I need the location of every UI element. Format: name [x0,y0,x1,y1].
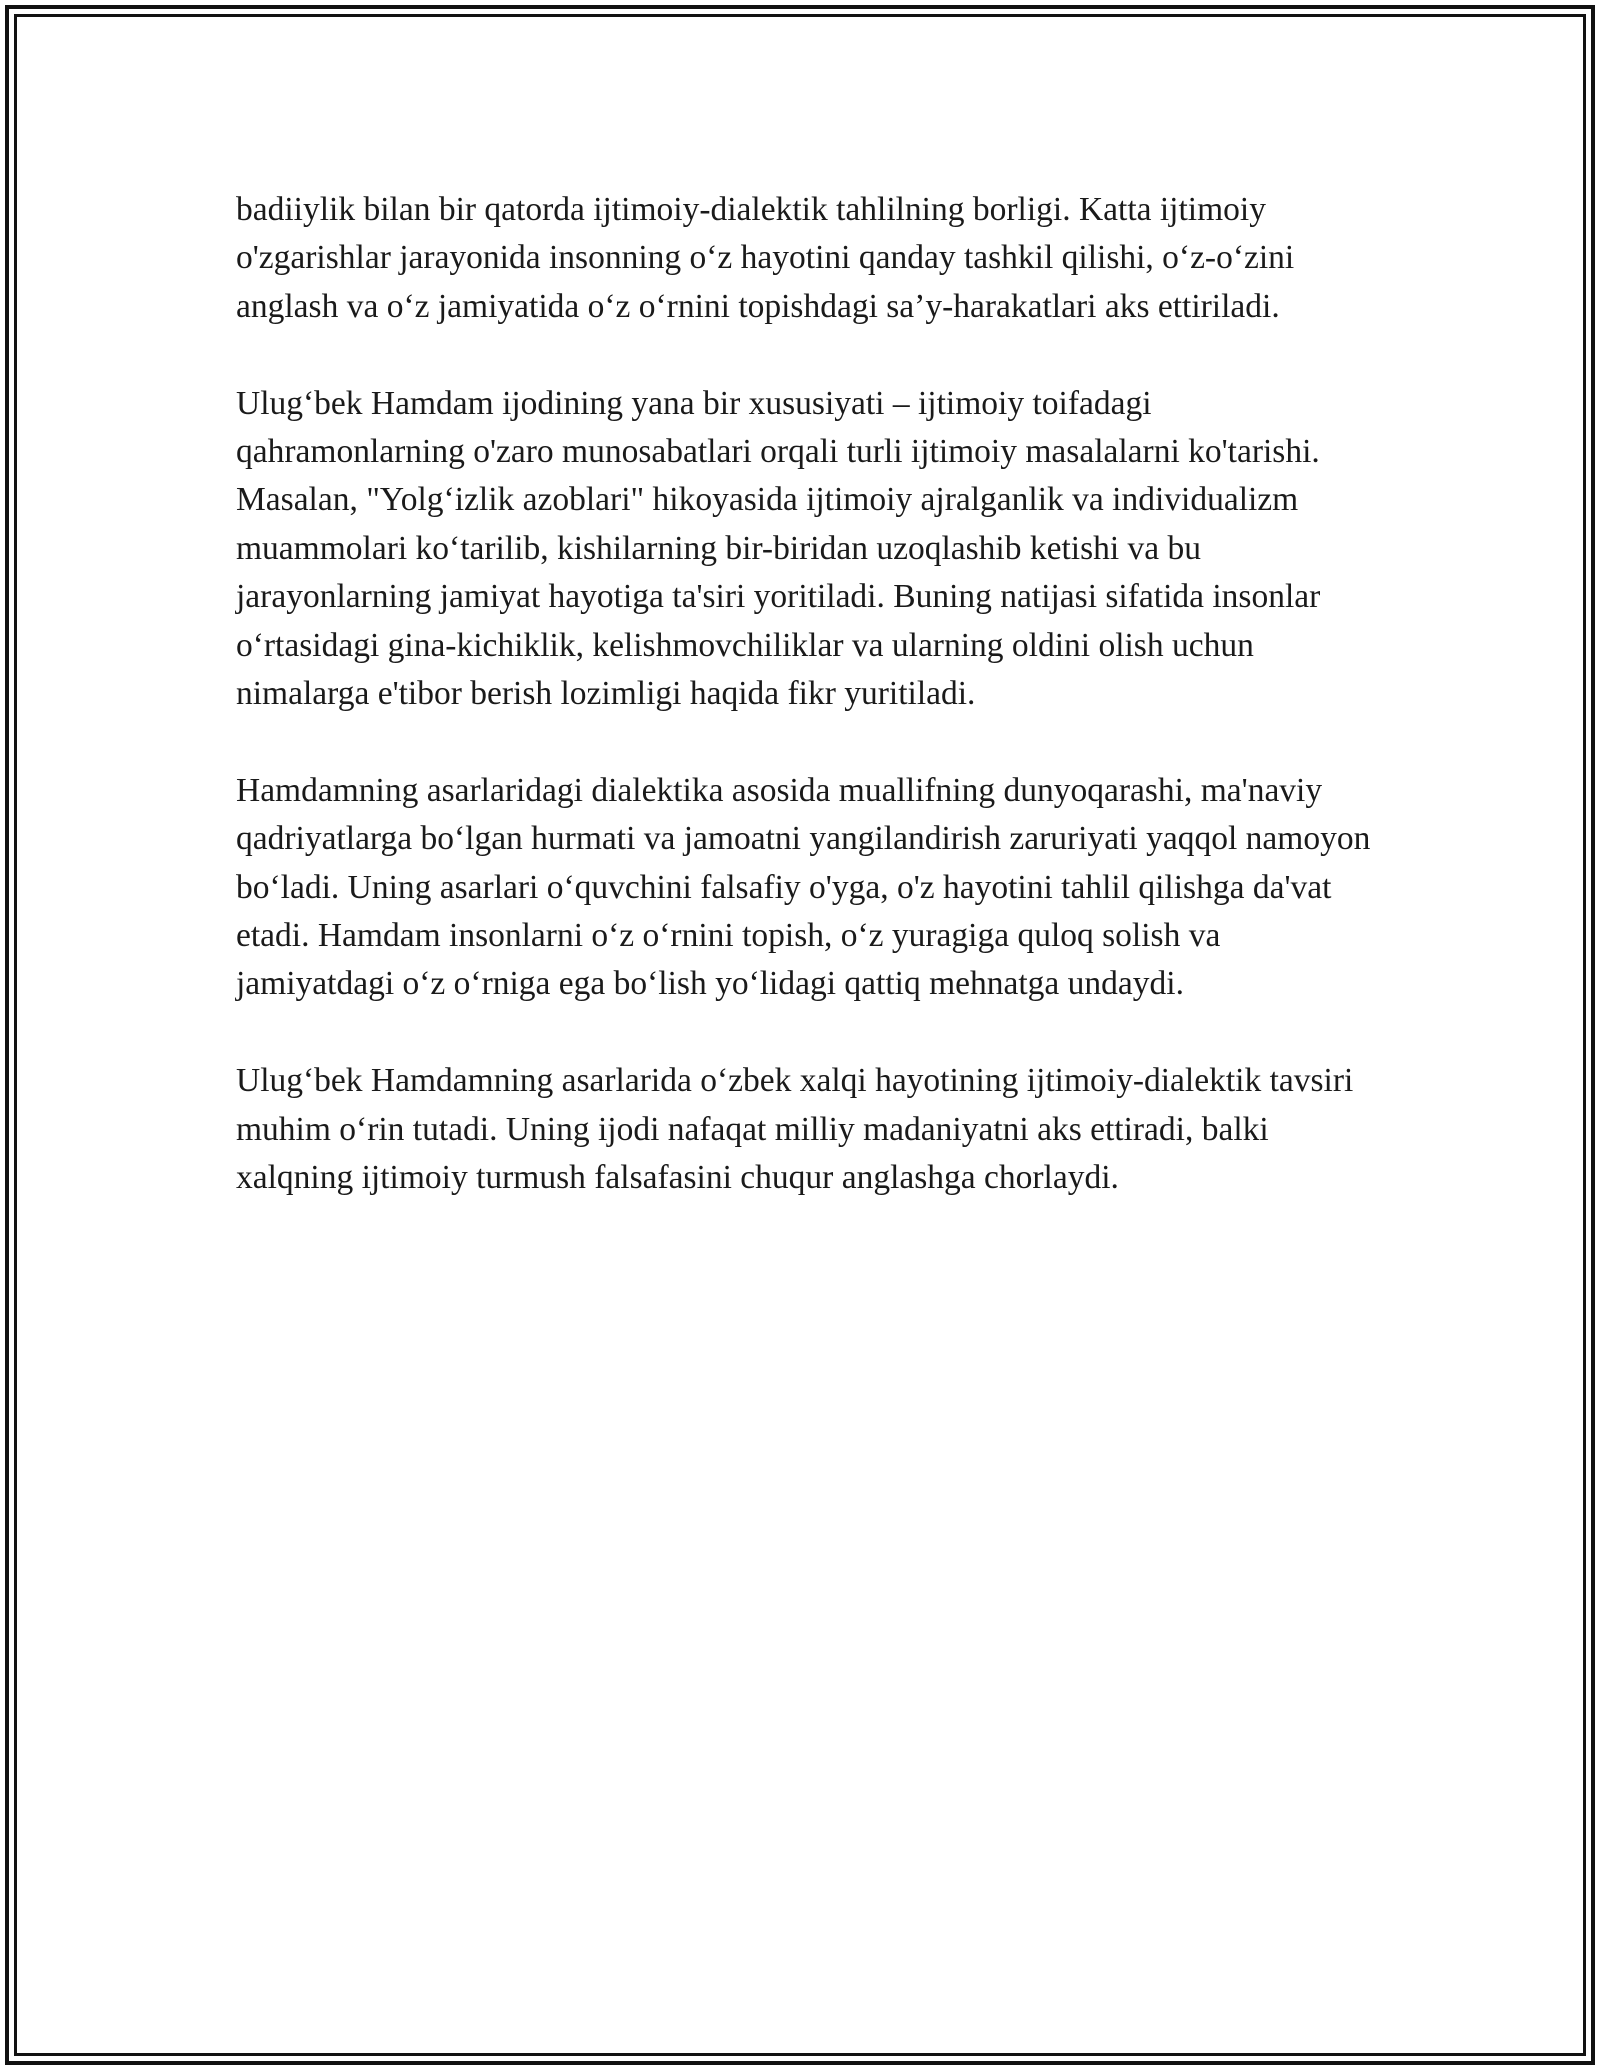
paragraph-3: Hamdamning asarlaridagi dialektika asosida muallifning dunyoqarashi, ma'naviy qadriyatlarga bo‘lgan hurmati va jamoatni yangilandirish zaruriyati yaqqol namoyon bo‘ladi. Uning asarlari o‘quvchini falsafiy o'yga, o'z hayotini tahlil qilishga da'vat etadi. Hamdam insonlarni o‘z o‘rnini topish, o‘z yuragiga quloq solish va jamiyatdagi o‘z o‘rniga ega bo‘lish yo‘lidagi qattiq mehnatga undaydi. [236,771,1371,1003]
paragraph-4: Ulug‘bek Hamdamning asarlarida o‘zbek xalqi hayotining ijtimoiy-dialektik tavsiri muhim o‘rin tutadi. Uning ijodi nafaqat milliy madaniyatni aks ettiradi, balki xalqning ijtimoiy turmush falsafasini chuqur anglashga chorlaydi. [236,1062,1354,1197]
document-body [236,186,1376,1202]
paragraph-2: Ulug‘bek Hamdam ijodining yana bir xususiyati – ijtimoiy toifadagi qahramonlarning o'zaro munosabatlari orqali turli ijtimoiy masalalarni ko'tarishi. Masalan, "Yolg‘izlik azoblari" hikoyasida ijtimoiy ajralganlik va individualizm muammolari ko‘tarilib, kishilarning bir-biridan uzoqlashib ketishi va bu jarayonlarning jamiyat hayotiga ta'siri yoritiladi. Buning natijasi sifatida insonlar o‘rtasidagi gina-kichiklik, kelishmovchiliklar va ularning oldini olish uchun nimalarga e'tibor berish lozimligi haqida fikr yuritiladi. [236,384,1321,713]
paragraph-1: badiiylik bilan bir qatorda ijtimoiy-dialektik tahlilning borligi. Katta ijtimoiy o'zgarishlar jarayonida insonning o‘z hayotini qanday tashkil qilishi, o‘z-o‘zini anglash va o‘z jamiyatida o‘z o‘rnini topishdagi sa’y-harakatlari aks ettiriladi. [236,191,1295,325]
